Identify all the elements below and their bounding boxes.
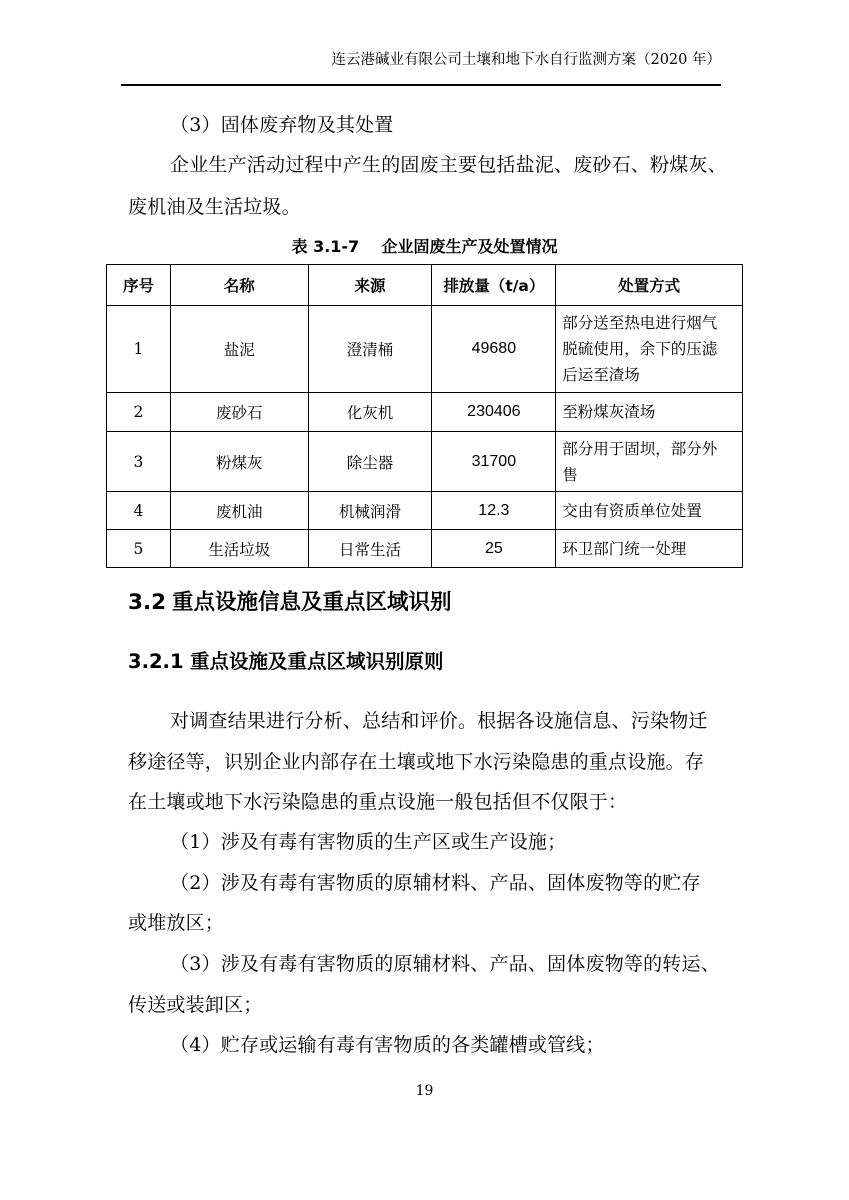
disposal-line: 交由有资质单位处置: [562, 501, 702, 520]
table-row: [107, 492, 743, 530]
section-heading-3-2: [128, 588, 452, 618]
cell-no: 3: [107, 432, 171, 492]
disposal-line: 至粉煤灰渣场: [562, 403, 656, 421]
paragraph-line: 废机油及生活垃圾。: [128, 196, 301, 218]
list-item: （3）涉及有毒有害物质的原辅材料、产品、固体废物等的转运、: [170, 953, 720, 975]
cell-amount: 31700: [432, 432, 556, 492]
disposal-line: 部分送至热电进行烟气: [562, 314, 718, 332]
disposal-line: 部分用于固坝，部分外: [562, 439, 718, 458]
table-header-row: [107, 265, 743, 306]
table-row: [107, 530, 743, 568]
cell-disposal: [556, 393, 743, 432]
cell-amount: 12.3: [432, 492, 556, 530]
disposal-line: 后运至渣场: [562, 366, 640, 384]
header-rule: [121, 84, 721, 86]
cell-amount: 49680: [432, 306, 556, 393]
subsection-heading: （3）固体废弃物及其处置: [170, 114, 394, 136]
section-title: 重点设施信息及重点区域识别: [172, 590, 452, 615]
cell-no: 5: [107, 530, 171, 568]
paragraph-line: 企业生产活动过程中产生的固废主要包括盐泥、废砂石、粉煤灰、: [170, 154, 727, 176]
disposal-line: 环卫部门统一处理: [562, 539, 687, 558]
page-number: 19: [415, 1083, 434, 1099]
cell-disposal: [556, 432, 743, 492]
page-header: 连云港碱业有限公司土壤和地下水自行监测方案（2020 年）: [331, 52, 721, 68]
section-number: 3.2: [128, 590, 167, 615]
list-item: （1）涉及有毒有害物质的生产区或生产设施；: [170, 831, 567, 853]
column-header-amount: 排放量（t/a）: [432, 265, 556, 306]
waste-table: [106, 264, 743, 568]
cell-name: 废砂石: [170, 393, 308, 432]
paragraph-line: 移途径等，识别企业内部存在土壤或地下水污染隐患的重点设施。存: [128, 751, 705, 773]
cell-disposal: [556, 530, 743, 568]
cell-source: 日常生活: [308, 530, 432, 568]
column-header-no: 序号: [107, 265, 171, 306]
cell-disposal: [556, 306, 743, 393]
paragraph-line: 对调查结果进行分析、总结和评价。根据各设施信息、污染物迁: [170, 710, 708, 732]
cell-source: 澄清桶: [308, 306, 432, 393]
table-row: [107, 432, 743, 492]
list-item-continuation: 或堆放区；: [128, 912, 225, 934]
cell-disposal: [556, 492, 743, 530]
cell-name: 盐泥: [170, 306, 308, 393]
table-row: [107, 393, 743, 432]
column-header-name: 名称: [170, 265, 308, 306]
cell-name: 生活垃圾: [170, 530, 308, 568]
section-number: 3.2.1: [128, 650, 184, 673]
section-title: 重点设施及重点区域识别原则: [190, 650, 444, 673]
list-item: （2）涉及有毒有害物质的原辅材料、产品、固体废物等的贮存: [170, 872, 701, 894]
list-item: （4）贮存或运输有毒有害物质的各类罐槽或管线；: [170, 1034, 605, 1056]
cell-source: 化灰机: [308, 393, 432, 432]
cell-amount: 25: [432, 530, 556, 568]
table-row: [107, 306, 743, 393]
list-item-continuation: 传送或装卸区；: [128, 994, 263, 1016]
disposal-line: 脱硫使用，余下的压滤: [562, 340, 718, 358]
cell-source: 除尘器: [308, 432, 432, 492]
cell-no: 1: [107, 306, 171, 393]
disposal-line: 售: [562, 465, 578, 484]
cell-source: 机械润滑: [308, 492, 432, 530]
cell-name: 粉煤灰: [170, 432, 308, 492]
paragraph-line: 在土壤或地下水污染隐患的重点设施一般包括但不仅限于：: [128, 791, 628, 813]
cell-name: 废机油: [170, 492, 308, 530]
section-heading-3-2-1: [128, 648, 444, 676]
cell-no: 4: [107, 492, 171, 530]
cell-no: 2: [107, 393, 171, 432]
cell-amount: 230406: [432, 393, 556, 432]
table-caption: 表 3.1-7 企业固废生产及处置情况: [291, 237, 558, 256]
column-header-source: 来源: [308, 265, 432, 306]
column-header-disposal: 处置方式: [556, 265, 743, 306]
